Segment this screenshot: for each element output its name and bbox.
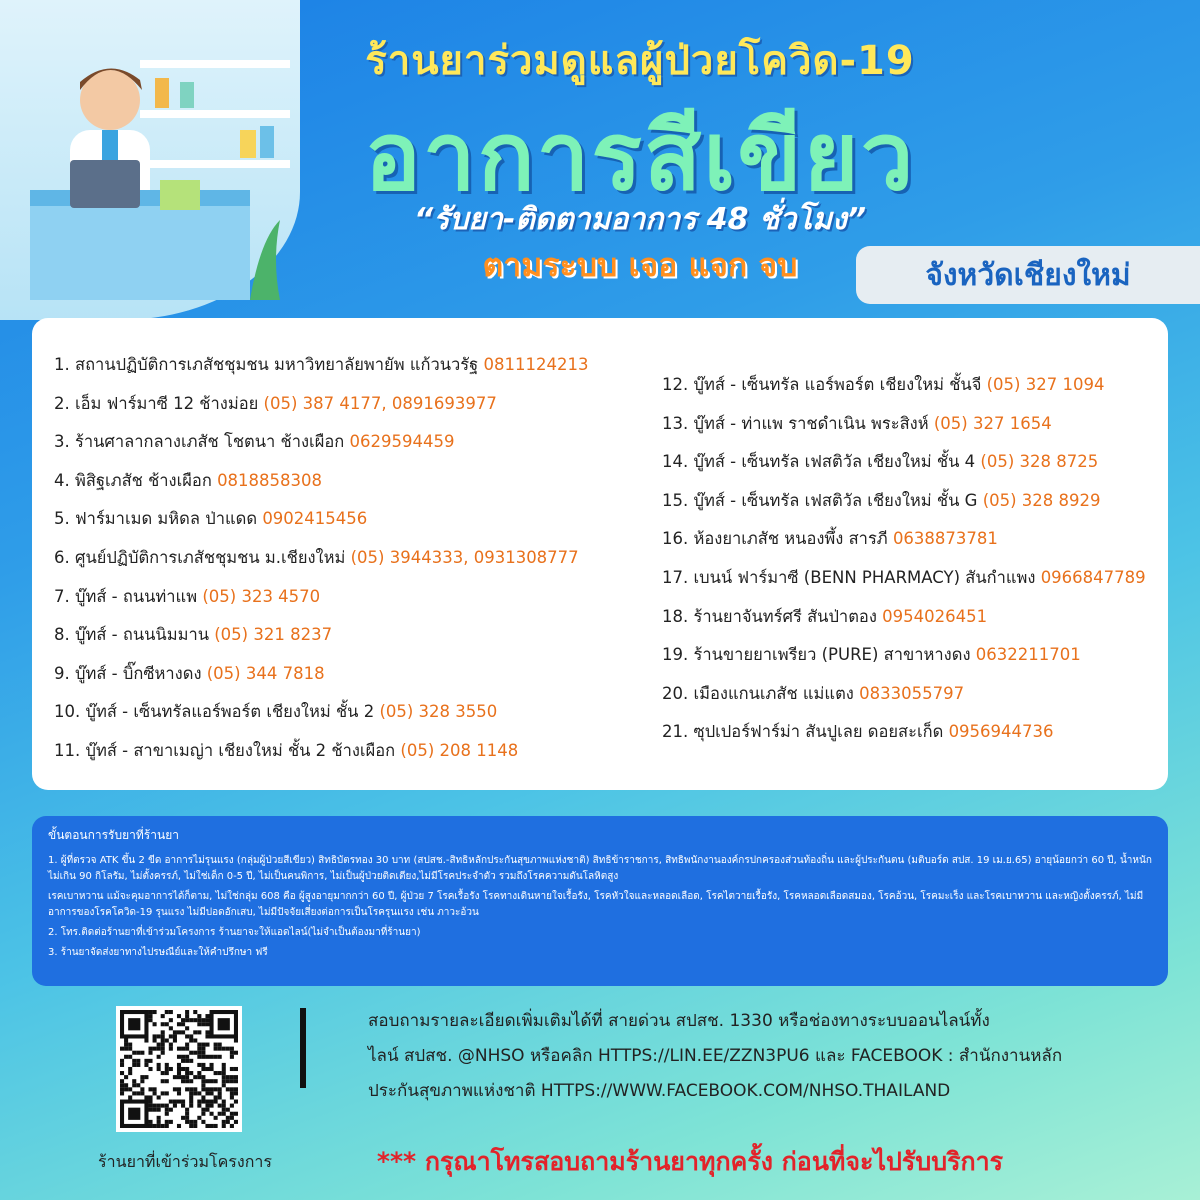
pharmacy-list-right [662,366,1162,752]
pharmacy-name: ห้องยาเภสัช หนองพึ้ง สารภี [693,529,888,549]
pharmacy-name: บู๊ทส์ - ถนนท่าแพ [75,586,198,606]
pharmacy-phone[interactable]: (05) 328 8929 [982,490,1101,510]
pharmacy-number: 18. [662,606,689,626]
headline-green-symptoms: อาการสีเขียว [364,103,916,212]
pharmacy-name: บู๊ทส์ - เซ็นทรัล เฟสติวัล เชียงใหม่ ชั้น 4 [693,452,976,472]
pharmacy-phone[interactable]: 0818858308 [217,470,323,490]
pharmacy-number: 16. [662,529,689,549]
pharmacy-number: 4. [54,470,70,490]
pharmacy-number: 8. [54,625,70,645]
procedure-title: ขั้นตอนการรับยาที่ร้านยา [48,828,179,842]
pharmacy-number: 15. [662,490,689,510]
pharmacy-phone[interactable]: (05) 3944333, 0931308777 [350,547,579,567]
pharmacy-item [54,539,654,578]
procedure-line: เรคเบาหวาน แม้จะคุมอาการได้ก็ตาม, ไม่ใช่กลุ่ม 608 คือ ผู้สูงอายุมากกว่า 60 ปี, ผู้ป่วย 7 โรคเรื้อรัง โรคทางเดินหายใจเรื้อรัง, โรคหัวใจและหลอดเลือด, โรคไตวายเรื้อรัง, โรคหลอดเลือดสมอง, โรคอ้วน, โรคมะเร็ง และโรคเบาหวาน และหญิงตั้งครรภ์, ไม่มีอาการของโรคโควิด-19 รุนแรง ไม่มีปอดอักเสบ, ไม่มีปัจจัยเสี่ยงต่อการเป็นโรครุนแรง เช่น ภาวะอ้วน [48,891,1144,918]
qr-code-icon [120,1010,238,1128]
procedure-line: 1. ผู้ที่ตรวจ ATK ขึ้น 2 ขีด อาการไม่รุนแรง (กลุ่มผู้ป่วยสีเขียว) สิทธิบัตรทอง 30 บาท (สปสช.-สิทธิหลักประกันสุขภาพแห่งชาติ) สิทธิข้าราชการ, สิทธิพนักงานองค์กรปกครองส่วนท้องถิ่น และผู้ประกันตน (มติบอร์ด สปส. 19 เม.ย.65) อายุน้อยกว่า 60 ปี, น้ำหนักไม่เกิน 90 กิโลรัม, ไม่ตั้งครรภ์, ไม่ใช่เด็ก 0-5 ปี, ไม่เป็นคนพิการ, ไม่เป็นผู้ป่วยติดเตียง,ไม่มีโรคประจำตัว รวมถึงโรคความดันโลหิตสูง [48,855,1152,882]
contact-info [368,1004,1168,1109]
pharmacy-phone[interactable]: (05) 344 7818 [206,663,325,683]
pharmacy-item [662,443,1162,482]
pharmacy-item [662,598,1162,637]
pharmacy-phone[interactable]: (05) 387 4177, 0891693977 [263,393,497,413]
pharmacy-phone[interactable]: 0632211701 [975,645,1081,665]
pharmacy-phone[interactable]: (05) 328 8725 [980,452,1099,472]
pharmacy-number: 21. [662,722,689,742]
pharmacy-item [54,693,654,732]
pharmacy-phone[interactable]: 0902415456 [262,509,368,529]
pharmacy-name: ร้านยาจันทร์ศรี สันป่าตอง [693,606,877,626]
pharmacy-phone[interactable]: (05) 328 3550 [379,702,498,722]
pharmacy-number: 1. [54,355,70,374]
pharmacy-number: 2. [54,393,70,413]
pharmacy-phone[interactable]: 0638873781 [892,529,998,549]
pharmacy-name: ร้านศาลากลางเภสัช โชตนา ช้างเผือก [75,432,345,452]
pharmacy-name: บู๊ทส์ - ท่าแพ ราชดำเนิน พระสิงห์ [693,413,929,433]
pharmacy-name: บู๊ทส์ - สาขาเมญ่า เชียงใหม่ ชั้น 2 ช้างเผือก [85,740,396,760]
pharmacy-phone[interactable]: 0954026451 [882,606,988,626]
pharmacy-list-panel [32,318,1168,790]
pharmacy-number: 3. [54,432,70,452]
pharmacy-phone[interactable]: (05) 327 1654 [933,413,1052,433]
pharmacy-name: บู๊ทส์ - เซ็นทรัลแอร์พอร์ต เชียงใหม่ ชั้น 2 [85,702,375,722]
pharmacy-name: เมืองแกนเภสัช แม่แตง [693,683,854,703]
contact-line: สอบถามรายละเอียดเพิ่มเติมได้ที่ สายด่วน สปสช. 1330 หรือช่องทางระบบออนไลน์ทั้ง [368,1011,990,1031]
pharmacy-name: บู๊ทส์ - บิ๊กซีหางดง [75,663,202,683]
pharmacy-phone[interactable]: (05) 327 1094 [986,375,1105,394]
pharmacy-name: บู๊ทส์ - ถนนนิมมาน [75,625,209,645]
pharmacy-item [662,675,1162,714]
pharmacy-item [54,423,654,462]
divider [300,1008,306,1088]
pharmacy-number: 11. [54,740,81,760]
pharmacy-item [54,655,654,694]
procedure-panel [32,816,1168,986]
pharmacy-name: บู๊ทส์ - เซ็นทรัล แอร์พอร์ต เชียงใหม่ ชั้นจี [693,375,982,394]
pharmacy-name: สถานปฏิบัติการเภสัชชุมชน มหาวิทยาลัยพายัพ แก้วนวรัฐ [75,355,479,374]
pharmacy-name: ศูนย์ปฏิบัติการเภสัชชุมชน ม.เชียงใหม่ [75,547,346,567]
pharmacy-item [54,346,654,385]
pharmacy-name: ซุปเปอร์ฟาร์ม่า สันปูเลย ดอยสะเก็ด [693,722,944,742]
procedure-line: 2. โทร.ติดต่อร้านยาที่เข้าร่วมโครงการ ร้านยาจะให้แอดไลน์(ไม่จำเป็นต้องมาที่ร้านยา) [48,927,421,938]
pharmacy-item [662,520,1162,559]
pharmacy-name: เบนน์ ฟาร์มาซี (BENN PHARMACY) สันกำแพง [693,567,1036,587]
pharmacy-phone[interactable]: (05) 208 1148 [400,740,519,760]
pharmacy-item [54,616,654,655]
pharmacy-number: 19. [662,645,689,665]
contact-line: ประกันสุขภาพแห่งชาติ HTTPS://WWW.FACEBOOK.COM/NHSO.THAILAND [368,1081,951,1101]
pharmacy-number: 20. [662,683,689,703]
subtitle-quote: “รับยา-ติดตามอาการ 48 ชั่วโมง” [413,202,867,237]
pharmacy-number: 12. [662,375,689,394]
qr-code[interactable] [116,1006,242,1132]
pharmacy-item [54,732,654,771]
pharmacy-number: 6. [54,547,70,567]
qr-caption: ร้านยาที่เข้าร่วมโครงการ [98,1152,272,1171]
pharmacy-name: ร้านขายยาเพรียว (PURE) สาขาหางดง [693,645,971,665]
pharmacy-name: เอ็ม ฟาร์มาซี 12 ช้างม่อย [75,393,259,413]
pharmacy-item [54,462,654,501]
warning-text: *** กรุณาโทรสอบถามร้านยาทุกครั้ง ก่อนที่จะไปรับบริการ [376,1147,1004,1176]
pharmacy-item [662,405,1162,444]
pharmacy-item [54,500,654,539]
procedure-line: 3. ร้านยาจัดส่งยาทางไปรษณีย์และให้คำปรึกษา ฟรี [48,947,268,958]
pharmacy-name: พิสิฐเภสัช ช้างเผือก [75,470,212,490]
pharmacy-item [662,713,1162,752]
subtitle-system: ตามระบบ เจอ แจก จบ [482,246,798,284]
pharmacy-number: 9. [54,663,70,683]
pharmacy-phone[interactable]: 0833055797 [859,683,965,703]
contact-line: ไลน์ สปสช. @NHSO หรือคลิก HTTPS://LIN.EE/ZZN3PU6 และ FACEBOOK : สำนักงานหลัก [368,1046,1063,1066]
pharmacy-name: บู๊ทส์ - เซ็นทรัล เฟสติวัล เชียงใหม่ ชั้น G [693,490,978,510]
pharmacy-number: 13. [662,413,689,433]
pharmacist-illustration [10,20,300,310]
pharmacy-item [662,559,1162,598]
province-badge: จังหวัดเชียงใหม่ [856,246,1200,304]
pharmacy-item [662,636,1162,675]
pharmacy-phone[interactable]: (05) 321 8237 [214,625,333,645]
pharmacy-item [662,482,1162,521]
pharmacy-name: ฟาร์มาเมด มหิดล ป่าแดด [75,509,258,529]
pharmacy-number: 7. [54,586,70,606]
pharmacy-number: 14. [662,452,689,472]
pharmacy-number: 10. [54,702,81,722]
pharmacy-phone[interactable]: (05) 323 4570 [202,586,321,606]
pharmacy-number: 17. [662,567,689,587]
headline-program: ร้านยาร่วมดูแลผู้ป่วยโควิด-19 [365,38,915,84]
pharmacy-item [662,366,1162,405]
pharmacy-phone[interactable]: 0811124213 [483,355,589,374]
pharmacy-number: 5. [54,509,70,529]
pharmacy-item [54,578,654,617]
pharmacy-phone[interactable]: 0629594459 [349,432,455,452]
pharmacy-item [54,385,654,424]
pharmacy-phone[interactable]: 0966847789 [1040,567,1146,587]
pharmacy-list-left [54,346,654,771]
pharmacy-phone[interactable]: 0956944736 [948,722,1054,742]
